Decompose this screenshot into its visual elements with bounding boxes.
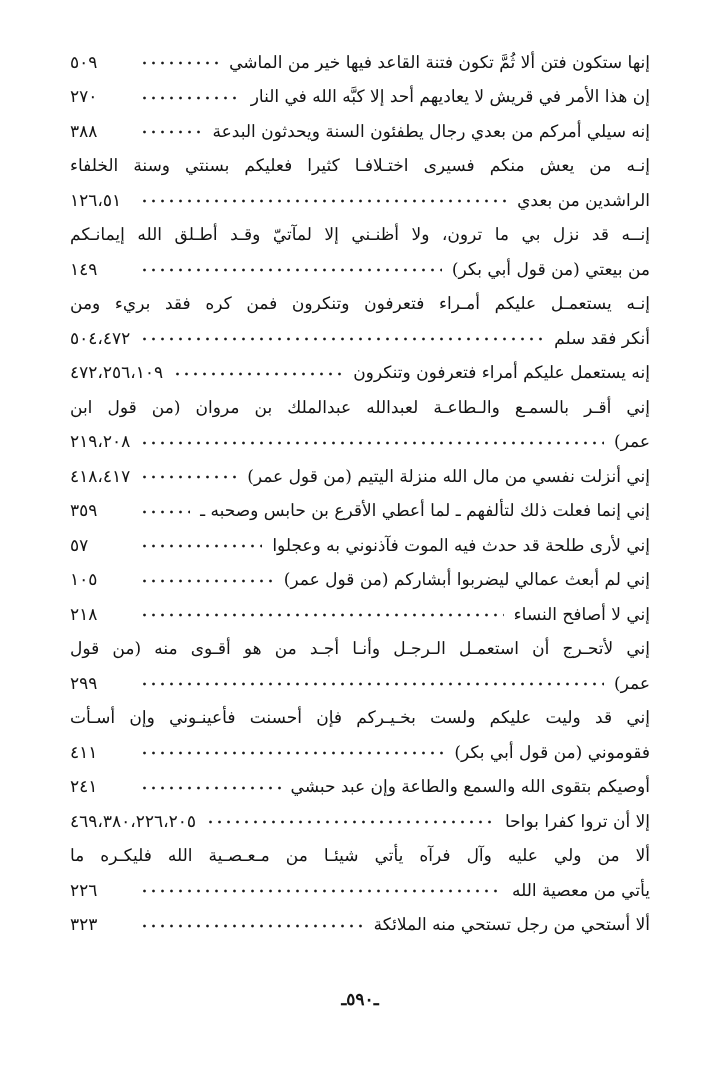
entry-page-ref: ٢٤١ <box>70 777 98 798</box>
index-entry-continued-line <box>70 288 650 323</box>
dot-leader <box>140 267 442 273</box>
entry-text: الراشدين من بعدي <box>517 190 650 211</box>
entry-text: من بيعتي (من قول أبي بكر) <box>451 259 650 280</box>
entry-text: عمر) <box>614 432 650 453</box>
dot-leader <box>140 923 364 929</box>
entry-page-ref: ٢١٨ <box>70 604 98 625</box>
index-entry-line <box>70 495 650 530</box>
entry-text: عمر) <box>614 673 650 694</box>
index-entry-line <box>70 115 650 150</box>
dot-leader <box>173 371 343 377</box>
dot-leader <box>140 198 507 204</box>
dot-leader <box>140 60 219 66</box>
index-entry-line <box>70 426 650 461</box>
index-entry-line <box>70 529 650 564</box>
entry-text: إنـه من يعش منكم فسيرى اختـلافـا كثيرا فعليكم بسنتي وسنة الخلفاء <box>70 156 650 177</box>
index-entry-line <box>70 253 650 288</box>
entry-page-ref: ٤٦٩،٣٨٠،٢٢٦،٢٠٥ <box>70 811 197 832</box>
dot-leader <box>140 474 237 480</box>
entry-page-ref: ٥٠٤،٤٧٢ <box>70 328 131 349</box>
entry-page-ref: ٥٠٩ <box>70 52 98 73</box>
entry-text: يأتي من معصية الله <box>511 880 650 901</box>
entry-text: إني أقـر بالسمـع والـطاعـة لعبدالله عبدالملك بن مروان (من قول ابن <box>70 397 650 418</box>
dot-leader <box>140 785 281 791</box>
dot-leader <box>140 509 190 515</box>
dot-leader <box>140 578 274 584</box>
index-entry-line <box>70 357 650 392</box>
dot-leader <box>140 95 241 101</box>
index-entry-line <box>70 460 650 495</box>
dot-leader <box>140 336 544 342</box>
dot-leader <box>140 681 604 687</box>
dot-leader <box>140 129 203 135</box>
index-entry-line <box>70 771 650 806</box>
entry-page-ref: ٢١٩،٢٠٨ <box>70 432 131 453</box>
entry-text: إني قد وليت عليكم ولست بخـيـركم فإن أحسنت فأعينـوني وإن أسـأت <box>70 708 650 729</box>
index-entry-line <box>70 598 650 633</box>
index-entry-line <box>70 909 650 944</box>
index-page <box>70 46 650 943</box>
entry-page-ref: ١٤٩ <box>70 259 98 280</box>
entry-page-ref: ٤١٨،٤١٧ <box>70 466 131 487</box>
entry-text: أنكر فقد سلم <box>554 328 650 349</box>
entry-text: إني لا أصافح النساء <box>513 604 650 625</box>
index-entry-line <box>70 46 650 81</box>
entry-page-ref: ١٢٦،٥١ <box>70 190 122 211</box>
entry-text: أوصيكم بتقوى الله والسمع والطاعة وإن عبد حبشي <box>290 777 650 798</box>
entry-text: فقوموني (من قول أبي بكر) <box>454 742 650 763</box>
dot-leader <box>140 750 444 756</box>
entry-text: ألا أستحي من رجل تستحي منه الملائكة <box>373 915 650 936</box>
index-entry-line <box>70 322 650 357</box>
index-entry-continued-line <box>70 150 650 185</box>
entry-text: إن هذا الأمر في قريش لا يعاديهم أحد إلا كبَّه الله في النار <box>250 87 650 108</box>
index-entry-continued-line <box>70 702 650 737</box>
entry-text: إنه سيلي أمركم من بعدي رجال يطفئون السنة ويحدثون البدعة <box>212 121 650 142</box>
entry-text: إني لأرى طلحة قد حدث فيه الموت فآذنوني به وعجلوا <box>272 535 650 556</box>
entry-text: إنـه يستعمـل عليكم أمـراء فتعرفون وتنكرون فمن كره فقد بريء ومن <box>70 294 650 315</box>
hadith-index-list <box>70 46 650 943</box>
entry-text: إلا أن تروا كفرا بواحا <box>504 811 650 832</box>
entry-page-ref: ٣٥٩ <box>70 501 98 522</box>
entry-page-ref: ٢٢٦ <box>70 880 98 901</box>
dot-leader <box>140 543 262 549</box>
entry-text: ألا من ولي عليه وآل فرآه يأتي شيئـا من مـعـصـية الله فليكـره ما <box>70 846 650 867</box>
index-entry-continued-line <box>70 219 650 254</box>
entry-text: إني لأتحـرج أن استعمـل الـرجـل وأنـا أجـد من هو أقـوى منه (من قول <box>70 639 650 660</box>
dot-leader <box>140 612 504 618</box>
index-entry-continued-line <box>70 633 650 668</box>
entry-page-ref: ٢٩٩ <box>70 673 98 694</box>
index-entry-line <box>70 736 650 771</box>
index-entry-line <box>70 184 650 219</box>
dot-leader <box>140 888 502 894</box>
entry-page-ref: ٤٧٢،٢٥٦،١٠٩ <box>70 363 164 384</box>
entry-page-ref: ٣٢٣ <box>70 915 98 936</box>
index-entry-continued-line <box>70 840 650 875</box>
entry-text: إنه يستعمل عليكم أمراء فتعرفون وتنكرون <box>353 363 650 384</box>
entry-text: إنها ستكون فتن ألا ثُمَّ تكون فتنة القاعد فيها خير من الماشي <box>229 52 650 73</box>
entry-page-ref: ٣٨٨ <box>70 121 98 142</box>
entry-text: إني أنزلت نفسي من مال الله منزلة اليتيم (من قول عمر) <box>247 466 650 487</box>
index-entry-line <box>70 667 650 702</box>
entry-text: إني لم أبعث عمالي ليضربوا أبشاركم (من قول عمر) <box>283 570 650 591</box>
index-entry-line <box>70 81 650 116</box>
index-entry-line <box>70 805 650 840</box>
entry-page-ref: ٤١١ <box>70 742 98 763</box>
entry-text: إنــه قد نزل بي ما ترون، ولا أظنـني إلا لمآتيّ وقـد أطـلق الله إيمانـكم <box>70 225 650 246</box>
entry-page-ref: ٢٧٠ <box>70 87 98 108</box>
entry-text: إني إنما فعلت ذلك لتألفهم ـ لما أعطي الأقرع بن حابس وصحبه ـ <box>200 501 650 522</box>
dot-leader <box>140 440 604 446</box>
dot-leader <box>206 819 495 825</box>
index-entry-line <box>70 564 650 599</box>
page-number: ـ٥٩٠ـ <box>341 990 379 1010</box>
index-entry-line <box>70 874 650 909</box>
index-entry-continued-line <box>70 391 650 426</box>
entry-page-ref: ١٠٥ <box>70 570 98 591</box>
entry-page-ref: ٥٧ <box>70 535 89 556</box>
